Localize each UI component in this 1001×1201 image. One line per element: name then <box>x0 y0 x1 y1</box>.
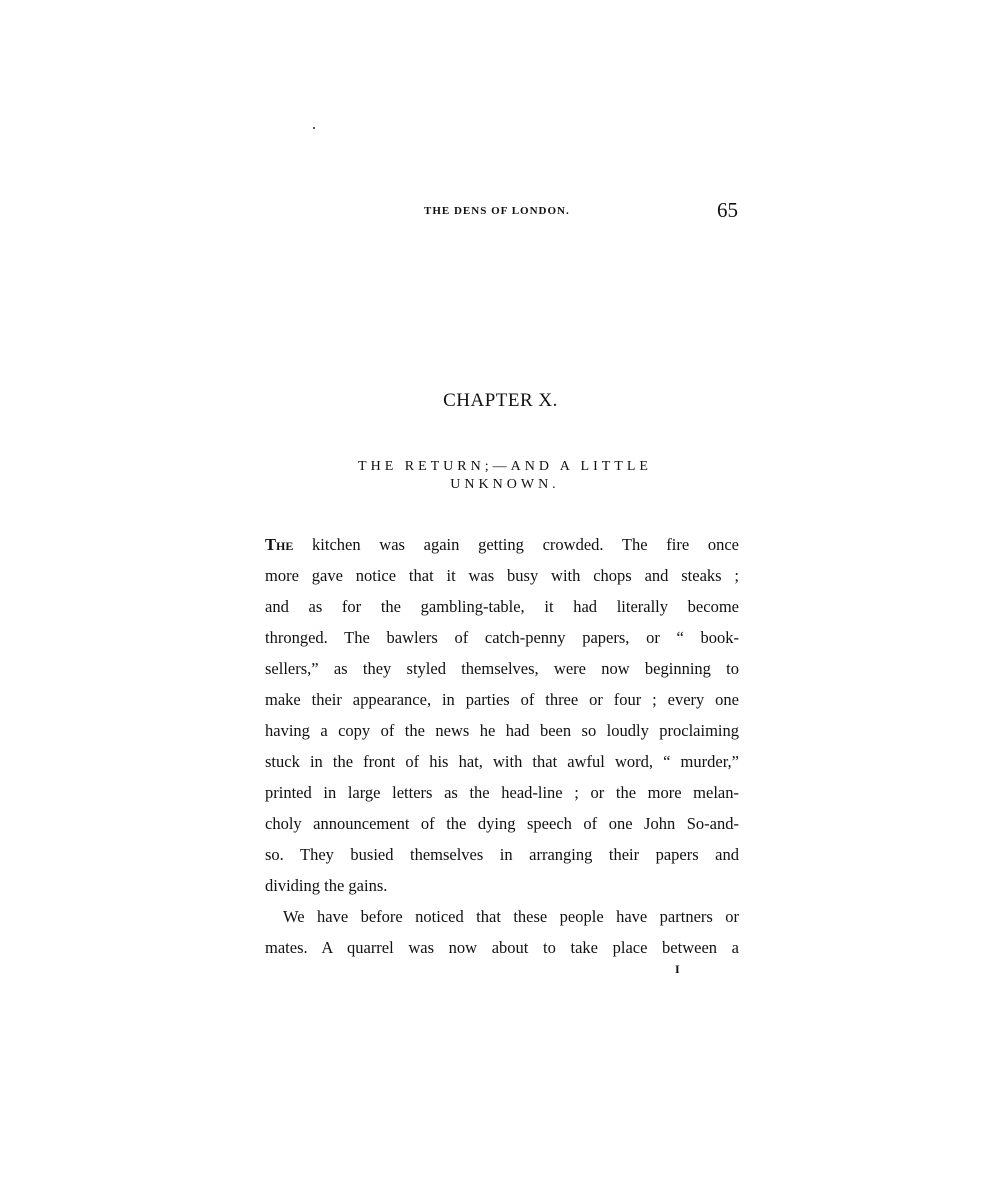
text-line: stuck in the front of his hat, with that awful word, “ murder,” <box>265 752 739 771</box>
text-line: choly announcement of the dying speech of one John So-and- <box>265 814 739 833</box>
page-number: 65 <box>717 198 738 222</box>
chapter-subtitle-line-1: THE RETURN;—AND A LITTLE <box>358 459 652 474</box>
signature-mark: I <box>675 962 680 976</box>
text-line: mates. A quarrel was now about to take place between a <box>265 938 739 957</box>
text-line: printed in large letters as the head-line ; or the more melan- <box>265 783 739 802</box>
text-line: dividing the gains. <box>265 876 388 895</box>
chapter-title: CHAPTER X. <box>443 390 558 411</box>
text-line: and as for the gambling-table, it had literally become <box>265 597 739 616</box>
text-line: We have before noticed that these people have partners or <box>283 907 739 926</box>
running-head: THE DENS OF LONDON. <box>424 205 570 217</box>
text-line: having a copy of the news he had been so loudly proclaiming <box>265 721 739 740</box>
text-line: so. They busied themselves in arranging their papers and <box>265 845 739 864</box>
chapter-subtitle <box>300 458 710 494</box>
text-line: thronged. The bawlers of catch-penny papers, or “ book- <box>265 628 739 647</box>
text-line: make their appearance, in parties of three or four ; every one <box>265 690 739 709</box>
opening-word: The <box>265 535 294 554</box>
body-text <box>265 529 739 963</box>
text-line <box>265 529 739 560</box>
text-line: more gave notice that it was busy with chops and steaks ; <box>265 566 739 585</box>
chapter-subtitle-line-2: UNKNOWN. <box>450 477 560 492</box>
ink-speck <box>313 127 315 129</box>
text-line: sellers,” as they styled themselves, were now beginning to <box>265 659 739 678</box>
text-line-content: kitchen was again getting crowded. The fire once <box>293 535 739 554</box>
